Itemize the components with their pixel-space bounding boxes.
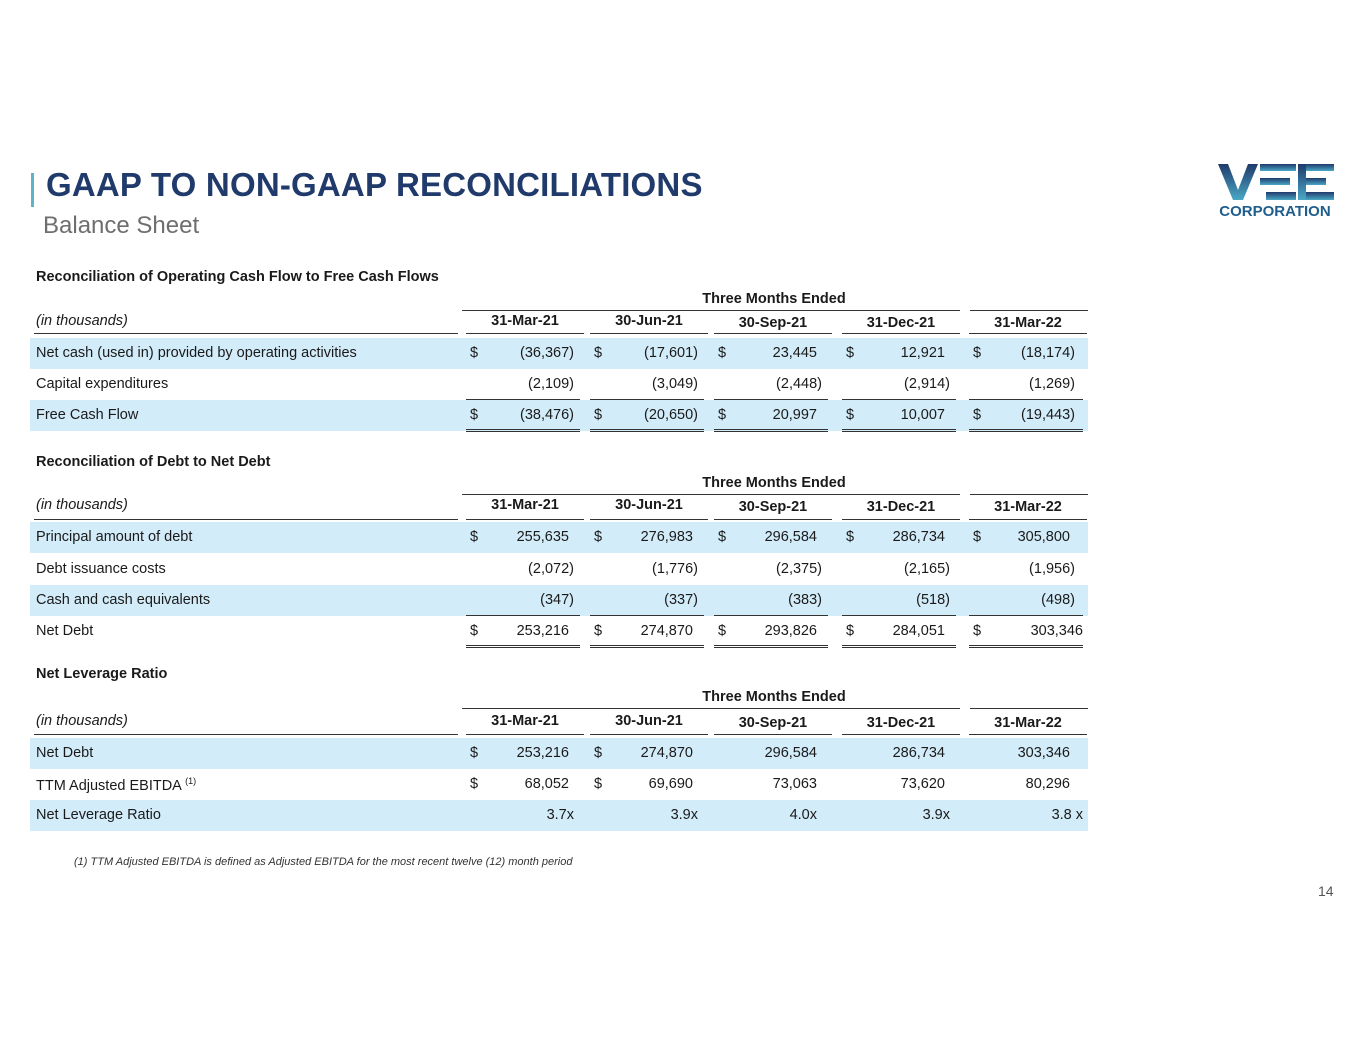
cell-value: 253,216 bbox=[516, 745, 569, 761]
section-title-leverage: Net Leverage Ratio bbox=[36, 666, 168, 682]
title-accent-bar bbox=[31, 173, 34, 207]
units-label: (in thousands) bbox=[36, 313, 128, 329]
column-header: 30-Sep-21 bbox=[738, 315, 808, 331]
cell-value: (518) bbox=[916, 592, 950, 608]
cell-value: (2,072) bbox=[528, 561, 574, 577]
dollar-sign: $ bbox=[846, 407, 855, 423]
period-underline bbox=[970, 494, 1088, 495]
column-header: 30-Jun-21 bbox=[615, 313, 683, 329]
cell-value: 3.7x bbox=[546, 807, 574, 823]
table-row bbox=[30, 800, 1088, 831]
dollar-sign: $ bbox=[846, 623, 855, 639]
cell-value: (383) bbox=[788, 592, 822, 608]
cell-value: 255,635 bbox=[516, 529, 569, 545]
cell-value: (36,367) bbox=[519, 345, 574, 361]
dollar-sign: $ bbox=[470, 623, 479, 639]
cell-value: 73,063 bbox=[772, 776, 817, 792]
header-underline bbox=[34, 734, 458, 735]
column-header: 30-Sep-21 bbox=[738, 715, 808, 731]
column-header-underline bbox=[714, 333, 832, 334]
period-label-fcf: Three Months Ended bbox=[702, 291, 846, 307]
cell-value: 303,346 bbox=[1017, 745, 1070, 761]
cell-value: 4.0x bbox=[789, 807, 817, 823]
page-number: 14 bbox=[1318, 883, 1334, 899]
period-underline bbox=[462, 310, 960, 311]
row-label: Net Leverage Ratio bbox=[36, 807, 161, 823]
column-header-underline bbox=[714, 734, 832, 735]
column-header: 31-Mar-22 bbox=[994, 499, 1062, 515]
units-label: (in thousands) bbox=[36, 497, 128, 513]
dollar-sign: $ bbox=[846, 529, 855, 545]
column-header-underline bbox=[590, 333, 708, 334]
row-label: Capital expenditures bbox=[36, 376, 169, 392]
cell-value: 69,690 bbox=[648, 776, 693, 792]
dollar-sign: $ bbox=[470, 529, 479, 545]
cell-value: 3.9x bbox=[670, 807, 698, 823]
cell-value: (2,448) bbox=[776, 376, 822, 392]
column-header: 30-Jun-21 bbox=[615, 497, 683, 513]
cell-value: (20,650) bbox=[643, 407, 698, 423]
column-header-underline bbox=[466, 519, 584, 520]
cell-value: 23,445 bbox=[772, 345, 817, 361]
row-label: Cash and cash equivalents bbox=[36, 592, 211, 608]
cell-value: 12,921 bbox=[900, 345, 945, 361]
cell-value: 20,997 bbox=[772, 407, 817, 423]
cell-value: (2,914) bbox=[904, 376, 950, 392]
column-header-underline bbox=[842, 734, 960, 735]
dollar-sign: $ bbox=[973, 529, 982, 545]
cell-value: 296,584 bbox=[764, 529, 817, 545]
dollar-sign: $ bbox=[470, 745, 479, 761]
cell-value: (38,476) bbox=[519, 407, 574, 423]
table-row bbox=[30, 585, 1088, 616]
cell-value: 274,870 bbox=[640, 745, 693, 761]
cell-value: (2,375) bbox=[776, 561, 822, 577]
cell-value: 80,296 bbox=[1025, 776, 1070, 792]
page-subtitle: Balance Sheet bbox=[43, 212, 200, 239]
period-underline bbox=[970, 310, 1088, 311]
period-underline bbox=[462, 494, 960, 495]
row-label: TTM Adjusted EBITDA $^{(1)}$ bbox=[36, 776, 197, 794]
column-header: 30-Jun-21 bbox=[615, 713, 683, 729]
column-header-underline bbox=[969, 734, 1087, 735]
section-title-fcf: Reconciliation of Operating Cash Flow to Free Cash Flows bbox=[36, 269, 439, 285]
column-header-underline bbox=[842, 519, 960, 520]
table-row bbox=[30, 769, 1088, 800]
period-underline bbox=[462, 708, 960, 709]
column-header: 31-Mar-21 bbox=[491, 497, 559, 513]
cell-value: (18,174) bbox=[1020, 345, 1075, 361]
cell-value: 3.9x bbox=[922, 807, 950, 823]
cell-value: 286,734 bbox=[892, 745, 945, 761]
dollar-sign: $ bbox=[973, 345, 982, 361]
dollar-sign: $ bbox=[594, 776, 603, 792]
table-row bbox=[30, 369, 1088, 400]
footnote: (1) TTM Adjusted EBITDA is defined as Adjusted EBITDA for the most recent twelve (12) month period bbox=[74, 856, 573, 868]
column-header: 31-Dec-21 bbox=[866, 315, 936, 331]
column-header: 31-Mar-22 bbox=[994, 315, 1062, 331]
row-label: Net Debt bbox=[36, 623, 94, 639]
cell-value: 303,346 bbox=[1030, 623, 1083, 639]
table-row bbox=[30, 522, 1088, 553]
dollar-sign: $ bbox=[973, 407, 982, 423]
dollar-sign: $ bbox=[594, 345, 603, 361]
page-title: GAAP TO NON-GAAP RECONCILIATIONS bbox=[46, 166, 703, 203]
column-header-underline bbox=[714, 519, 832, 520]
dollar-sign: $ bbox=[718, 529, 727, 545]
svg-text:CORPORATION: CORPORATION bbox=[1219, 203, 1331, 220]
vse-corporation-logo bbox=[1214, 162, 1336, 222]
dollar-sign: $ bbox=[470, 407, 479, 423]
period-label-net-debt: Three Months Ended bbox=[702, 475, 846, 491]
cell-value: (17,601) bbox=[643, 345, 698, 361]
cell-value: (3,049) bbox=[652, 376, 698, 392]
row-label: Net Debt bbox=[36, 745, 94, 761]
row-label: Free Cash Flow bbox=[36, 407, 139, 423]
cell-value: 10,007 bbox=[900, 407, 945, 423]
table-row bbox=[30, 400, 1088, 431]
cell-value: 293,826 bbox=[764, 623, 817, 639]
dollar-sign: $ bbox=[718, 623, 727, 639]
column-header: 31-Mar-21 bbox=[491, 713, 559, 729]
cell-value: (1,776) bbox=[652, 561, 698, 577]
cell-value: 276,983 bbox=[640, 529, 693, 545]
table-row bbox=[30, 554, 1088, 585]
dollar-sign: $ bbox=[594, 407, 603, 423]
cell-value: 274,870 bbox=[640, 623, 693, 639]
column-header-underline bbox=[969, 333, 1087, 334]
row-label: Debt issuance costs bbox=[36, 561, 166, 577]
period-underline bbox=[970, 708, 1088, 709]
table-row bbox=[30, 616, 1088, 647]
dollar-sign: $ bbox=[594, 745, 603, 761]
column-header-underline bbox=[590, 519, 708, 520]
dollar-sign: $ bbox=[846, 345, 855, 361]
column-header: 31-Mar-22 bbox=[994, 715, 1062, 731]
dollar-sign: $ bbox=[594, 623, 603, 639]
cell-value: (19,443) bbox=[1020, 407, 1075, 423]
table-row bbox=[30, 338, 1088, 369]
cell-value: 296,584 bbox=[764, 745, 817, 761]
cell-value: (498) bbox=[1041, 592, 1075, 608]
cell-value: 305,800 bbox=[1017, 529, 1070, 545]
table-row bbox=[30, 738, 1088, 769]
cell-value: 68,052 bbox=[524, 776, 569, 792]
units-label: (in thousands) bbox=[36, 713, 128, 729]
cell-value: (347) bbox=[540, 592, 574, 608]
cell-value: (2,165) bbox=[904, 561, 950, 577]
row-label: Net cash (used in) provided by operating activities bbox=[36, 345, 357, 361]
period-label-leverage: Three Months Ended bbox=[702, 689, 846, 705]
dollar-sign: $ bbox=[718, 345, 727, 361]
column-header: 31-Dec-21 bbox=[866, 499, 936, 515]
column-header-underline bbox=[466, 734, 584, 735]
cell-value: (337) bbox=[664, 592, 698, 608]
column-header: 30-Sep-21 bbox=[738, 499, 808, 515]
header-underline bbox=[34, 519, 458, 520]
column-header-underline bbox=[590, 734, 708, 735]
dollar-sign: $ bbox=[594, 529, 603, 545]
dollar-sign: $ bbox=[718, 407, 727, 423]
section-title-net-debt: Reconciliation of Debt to Net Debt bbox=[36, 454, 271, 470]
cell-value: 73,620 bbox=[900, 776, 945, 792]
dollar-sign: $ bbox=[973, 623, 982, 639]
cell-value: 284,051 bbox=[892, 623, 945, 639]
header-underline bbox=[34, 333, 458, 334]
row-label: Principal amount of debt bbox=[36, 529, 193, 545]
cell-value: (1,956) bbox=[1029, 561, 1075, 577]
footnote-marker: (1) bbox=[185, 776, 197, 786]
cell-value: 253,216 bbox=[516, 623, 569, 639]
column-header-underline bbox=[842, 333, 960, 334]
dollar-sign: $ bbox=[470, 345, 479, 361]
cell-value: (1,269) bbox=[1029, 376, 1075, 392]
dollar-sign: $ bbox=[470, 776, 479, 792]
column-header: 31-Mar-21 bbox=[491, 313, 559, 329]
column-header-underline bbox=[969, 519, 1087, 520]
column-header-underline bbox=[466, 333, 584, 334]
column-header: 31-Dec-21 bbox=[866, 715, 936, 731]
cell-value: 3.8 x bbox=[1051, 807, 1083, 823]
cell-value: (2,109) bbox=[528, 376, 574, 392]
cell-value: 286,734 bbox=[892, 529, 945, 545]
